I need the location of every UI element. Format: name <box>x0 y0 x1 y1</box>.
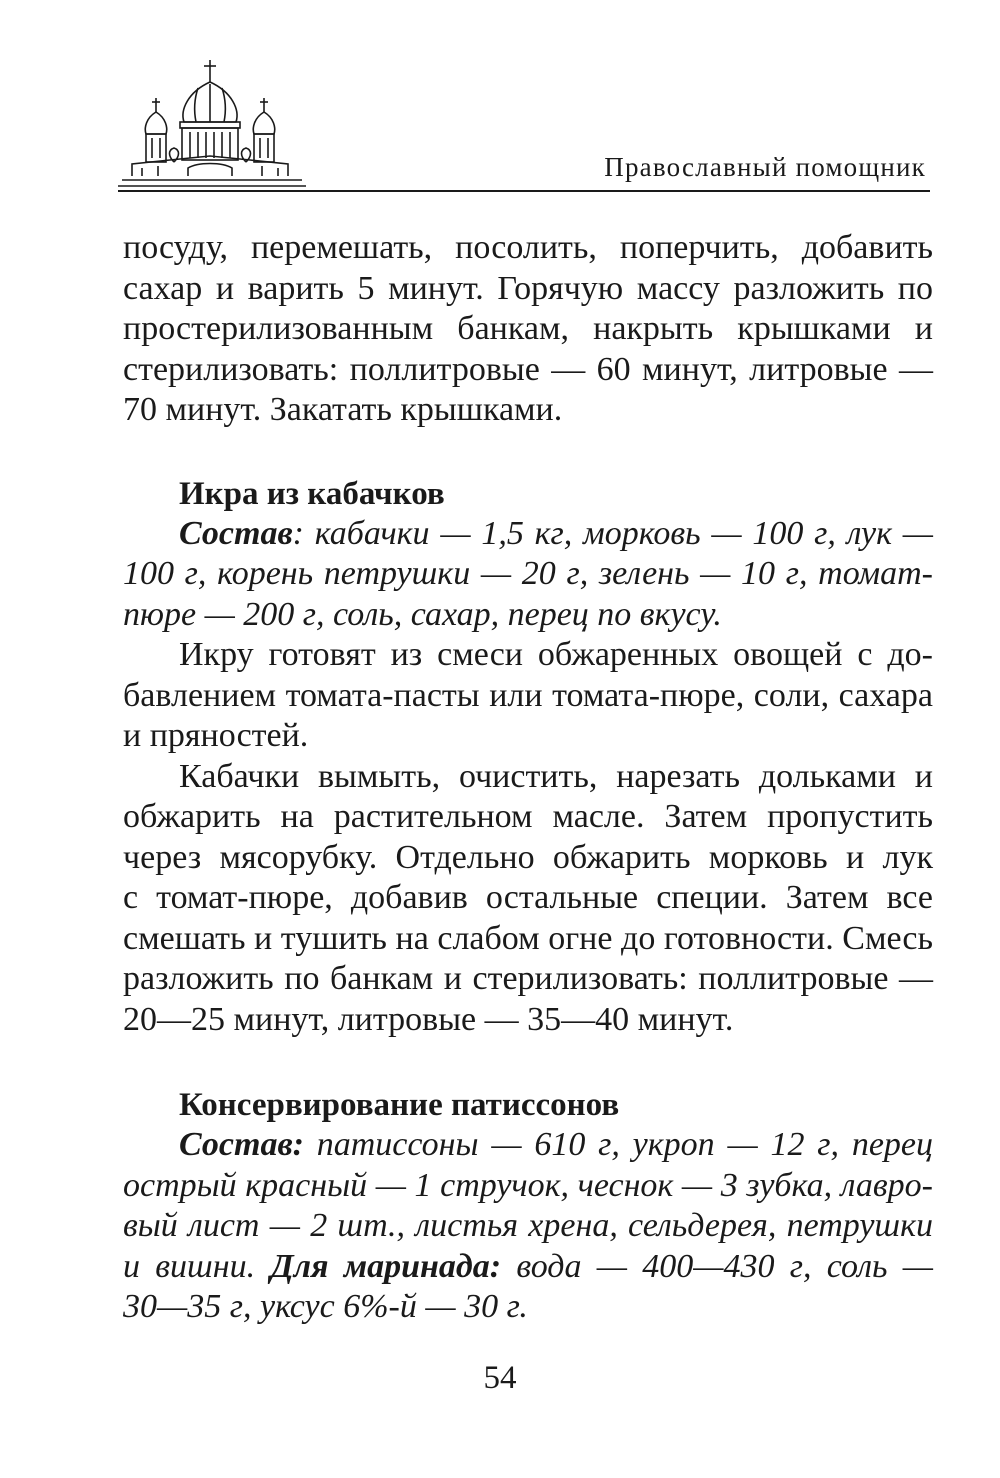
text-line: стерилизовать: поллитровые — 60 минут, литровые — <box>123 350 933 388</box>
ingredients-paragraph <box>123 514 933 636</box>
running-title: Православный помощник <box>604 152 926 182</box>
text-line: через мясорубку. Отдельно обжарить морковь и лук <box>123 838 933 876</box>
ingredients-label: Состав <box>179 514 293 552</box>
header-rule <box>118 190 930 192</box>
page-header <box>118 52 930 194</box>
ingredients-text: : кабачки — 1,5 кг, морковь — 100 г, лук — <box>292 514 933 552</box>
text-line: вый лист — 2 шт., листья хрена, сельдерея, петрушки <box>123 1207 933 1244</box>
text-line <box>123 1125 933 1166</box>
marinade-label: Для маринада: <box>270 1247 502 1285</box>
ingredients-text: и вишни. <box>123 1247 271 1285</box>
text-line: 70 минут. Закатать крышками. <box>123 391 563 428</box>
text-line: разложить по банкам и стерилизовать: поллитровые — <box>123 960 933 997</box>
recipe-paragraph <box>123 635 933 757</box>
top-paragraph <box>123 228 933 431</box>
page-body <box>123 228 933 1328</box>
text-line: смешать и тушить на слабом огне до готовности. Смесь <box>123 919 933 957</box>
recipe-paragraph <box>123 757 933 1041</box>
text-line <box>123 514 933 555</box>
text-line: 20—25 минут, литровые — 35—40 минут. <box>123 1000 734 1038</box>
text-line: бавлением томата-пасты или томата-пюре, соли, сахара <box>123 676 933 714</box>
text-line: острый красный — 1 стручок, чеснок — 3 зубка, лавро- <box>123 1166 933 1204</box>
cathedral-icon <box>118 52 318 194</box>
text-line: и пряностей. <box>123 717 309 754</box>
text-line: Икру готовят из смеси обжаренных овощей с до- <box>179 636 933 673</box>
text-line: обжарить на растительном масле. Затем пропустить <box>123 798 933 835</box>
ingredients-label: Состав: <box>179 1126 304 1163</box>
text-line: пюре — 200 г, соль, сахар, перец по вкусу. <box>123 595 722 633</box>
ingredients-paragraph <box>123 1125 933 1328</box>
ingredients-text: вода — 400—430 г, соль — <box>501 1247 934 1285</box>
text-line: посуду, перемешать, посолить, поперчить, добавить <box>123 229 933 266</box>
text-line: 30—35 г, уксус 6%-й — 30 г. <box>123 1288 528 1325</box>
ingredients-text: патиссоны — 610 г, укроп — 12 г, перец <box>303 1126 933 1163</box>
text-line: с томат-пюре, добавив остальные специи. Затем все <box>123 879 933 916</box>
text-line: сахар и варить 5 минут. Горячую массу разложить по <box>123 269 933 307</box>
text-line: Кабачки вымыть, очистить, нарезать дольками и <box>179 757 933 795</box>
text-line: 100 г, корень петрушки — 20 г, зелень — 10 г, томат- <box>123 555 933 592</box>
recipe-title: Икра из кабачков <box>179 475 445 512</box>
text-line <box>123 1247 933 1288</box>
text-line: простерилизованным банкам, накрыть крышками и <box>123 310 933 347</box>
page-number: 54 <box>483 1360 517 1396</box>
recipe-title: Консервирование патиссонов <box>179 1087 620 1123</box>
